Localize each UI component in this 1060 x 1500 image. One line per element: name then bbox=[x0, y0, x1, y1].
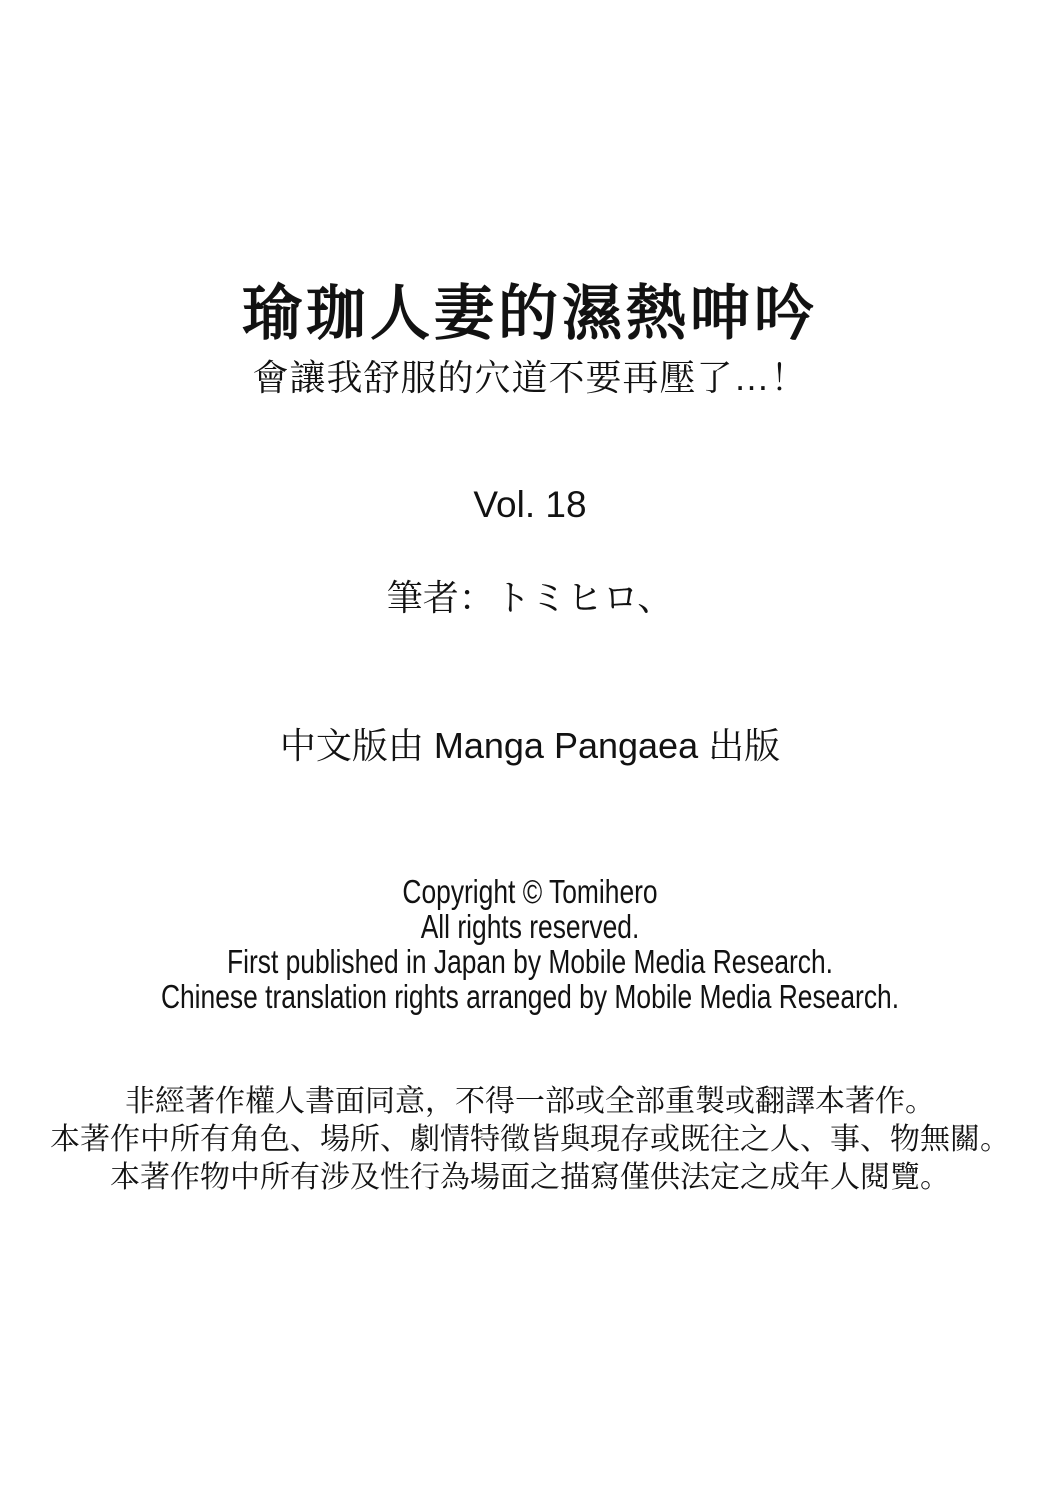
legal-line: 非經著作權人書面同意，不得一部或全部重製或翻譯本著作。 bbox=[125, 1085, 935, 1118]
copyright-notice bbox=[106, 874, 954, 1014]
publisher-line: 中文版由 Manga Pangaea 出版 bbox=[279, 725, 781, 766]
copyright-line: First published in Japan by Mobile Media Research. bbox=[226, 943, 834, 980]
author-line: 筆者：トミヒロ、 bbox=[386, 577, 674, 618]
book-subtitle: 會讓我舒服的穴道不要再壓了…！ bbox=[252, 357, 808, 398]
book-title: 瑜珈人妻的濕熱呻吟 bbox=[242, 280, 818, 347]
copyright-line: Copyright © Tomihero bbox=[402, 873, 658, 910]
legal-notice bbox=[0, 1083, 1060, 1197]
volume-number: Vol. 18 bbox=[473, 484, 587, 525]
legal-line: 本著作中所有角色、場所、劇情特徵皆與現存或既往之人、事、物無關。 bbox=[50, 1123, 1010, 1156]
copyright-line: All rights reserved. bbox=[420, 908, 640, 945]
legal-line: 本著作物中所有涉及性行為場面之描寫僅供法定之成年人閱覽。 bbox=[110, 1161, 950, 1194]
copyright-line: Chinese translation rights arranged by Mobile Media Research. bbox=[160, 978, 900, 1015]
